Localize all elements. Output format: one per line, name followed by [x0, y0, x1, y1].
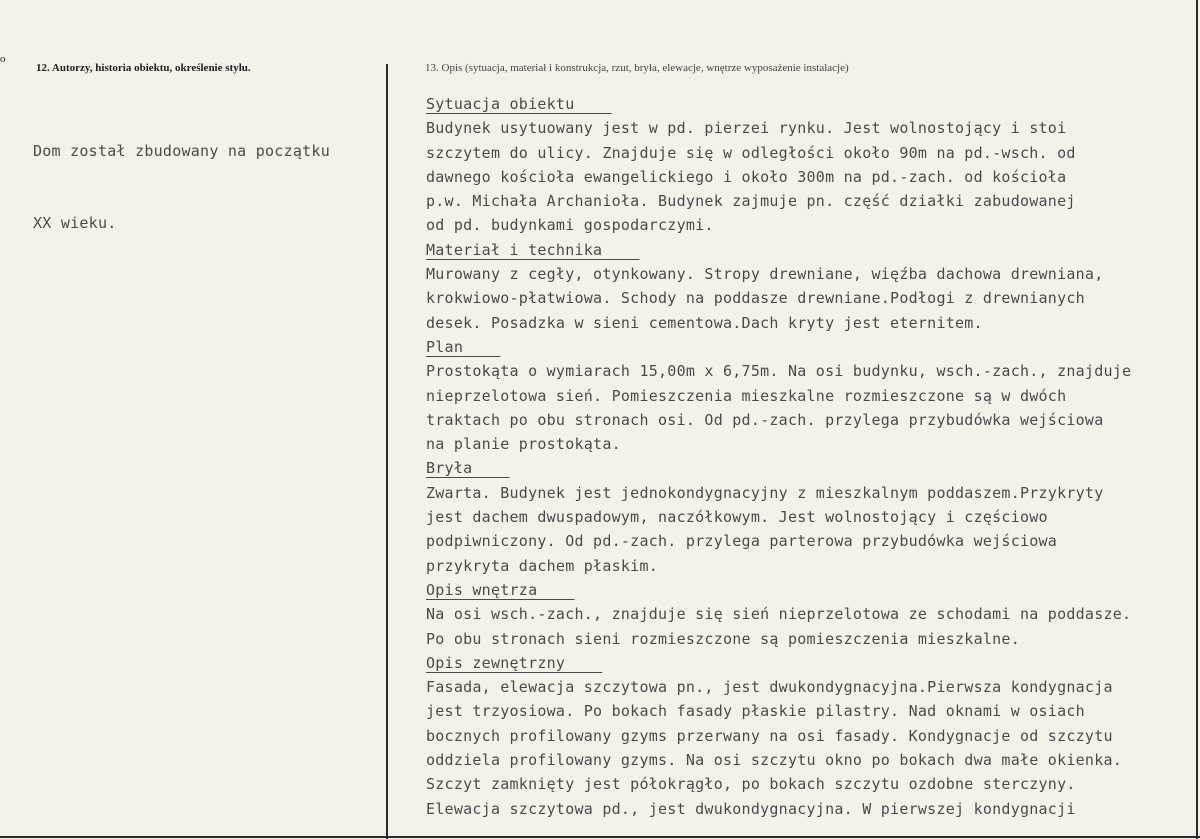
- section-heading-text: Opis zewnętrzny: [426, 653, 566, 672]
- description-line: [426, 675, 1131, 699]
- section-heading: [426, 651, 1131, 675]
- description-line-text: traktach po obu stronach osi. Od pd.-zach. przylega przybudówka wejściowa: [426, 410, 1104, 429]
- section-heading-text: Bryła: [426, 459, 473, 478]
- description-line: [426, 772, 1131, 796]
- description-line-text: dawnego kościoła ewangelickiego i około 300m na pd.-zach. od kościoła: [426, 167, 1067, 186]
- description-line: [426, 262, 1131, 286]
- section-heading-text: Materiał i technika: [426, 240, 603, 259]
- description-line-text: Szczyt zamknięty jest półokrągło, po bokach szczytu ozdobne sterczyny.: [426, 775, 1076, 794]
- section-heading: [426, 578, 1131, 602]
- description-line-text: Zwarta. Budynek jest jednokondygnacyjny z mieszkalnym poddaszem.Przykryty: [426, 483, 1104, 502]
- section-heading-text: Opis wnętrza: [426, 580, 538, 599]
- description-line: [426, 602, 1131, 626]
- description-line-text: Prostokąta o wymiarach 15,00m x 6,75m. Na osi budynku, wsch.-zach., znajduje: [426, 362, 1132, 381]
- description-line-text: nieprzelotowa sień. Pomieszczenia mieszkalne rozmieszczone są w dwóch: [426, 386, 1067, 405]
- column-divider: [386, 64, 388, 839]
- description-line: [426, 627, 1131, 651]
- edge-mark: o: [0, 53, 6, 65]
- field-12-text: [33, 90, 330, 284]
- description-line-text: jest dachem dwuspadowym, naczółkowym. Jest wolnostojący i częściowo: [426, 508, 1048, 527]
- description-line: [426, 359, 1131, 383]
- description-line: [426, 748, 1131, 772]
- section-heading-text: Plan: [426, 337, 464, 356]
- description-line: [426, 408, 1131, 432]
- field-12-line: XX wieku.: [33, 214, 117, 233]
- description-line-text: Po obu stronach sieni rozmieszczone są pomieszczenia mieszkalne.: [426, 629, 1020, 648]
- description-line-text: bocznych profilowany gzyms przerwany na osi fasady. Kondygnacje od szczytu: [426, 726, 1113, 745]
- field-13-header: 13. Opis (sytuacja, materiał i konstrukcja, rzut, bryła, elewacje, wnętrze wyposażenie instalacje): [425, 62, 849, 74]
- description-line: [426, 529, 1131, 553]
- description-line: [426, 724, 1131, 748]
- description-line: [426, 189, 1131, 213]
- description-line-text: oddziela profilowany gzyms. Na osi szczytu okno po bokach dwa małe okienka.: [426, 751, 1123, 770]
- description-line: [426, 481, 1131, 505]
- section-heading: [426, 335, 1131, 359]
- description-line-text: p.w. Michała Archanioła. Budynek zajmuje pn. część działki zabudowanej: [426, 192, 1076, 211]
- description-line: [426, 505, 1131, 529]
- description-line-text: przykryta dachem płaskim.: [426, 556, 659, 575]
- description-line: [426, 432, 1131, 456]
- description-line-text: Budynek usytuowany jest w pd. pierzei rynku. Jest wolnostojący i stoi: [426, 119, 1067, 138]
- page-right-border: [1196, 0, 1198, 839]
- section-heading: [426, 238, 1131, 262]
- description-line-text: jest trzyosiowa. Po bokach fasady płaskie pilastry. Nad oknami w osiach: [426, 702, 1085, 721]
- description-line: [426, 286, 1131, 310]
- description-line: [426, 797, 1131, 821]
- description-line: [426, 213, 1131, 237]
- description-line-text: Elewacja szczytowa pd., jest dwukondygnacyjna. W pierwszej kondygnacji: [426, 799, 1076, 818]
- section-heading: [426, 92, 1131, 116]
- description-line-text: Na osi wsch.-zach., znajduje się sień nieprzelotowa ze schodami na poddasze.: [426, 605, 1132, 624]
- field-12-line: Dom został zbudowany na początku: [33, 141, 330, 160]
- description-line-text: krokwiowo-płatwiowa. Schody na poddasze drewniane.Podłogi z drewnianych: [426, 289, 1085, 308]
- description-line-text: desek. Posadzka w sieni cementowa.Dach kryty jest eternitem.: [426, 313, 983, 332]
- description-line-text: na planie prostokąta.: [426, 435, 621, 454]
- description-line-text: szczytem do ulicy. Znajduje się w odległości około 90m na pd.-wsch. od: [426, 143, 1076, 162]
- description-line: [426, 141, 1131, 165]
- description-line-text: Fasada, elewacja szczytowa pn., jest dwukondygnacyjna.Pierwsza kondygnacja: [426, 678, 1113, 697]
- description-line: [426, 554, 1131, 578]
- field-12-header: 12. Autorzy, historia obiektu, określenie stylu.: [36, 62, 251, 74]
- page-bottom-border: [0, 836, 1200, 838]
- description-line: [426, 311, 1131, 335]
- description-line-text: od pd. budynkami gospodarczymi.: [426, 216, 714, 235]
- section-heading: [426, 456, 1131, 480]
- field-13-text: [426, 92, 1131, 821]
- description-line: [426, 165, 1131, 189]
- description-line: [426, 699, 1131, 723]
- description-line-text: Murowany z cegły, otynkowany. Stropy drewniane, więźba dachowa drewniana,: [426, 265, 1104, 284]
- section-heading-text: Sytuacja obiektu: [426, 95, 575, 113]
- description-line: [426, 116, 1131, 140]
- description-line: [426, 384, 1131, 408]
- description-line-text: podpiwniczony. Od pd.-zach. przylega parterowa przybudówka wejściowa: [426, 532, 1058, 551]
